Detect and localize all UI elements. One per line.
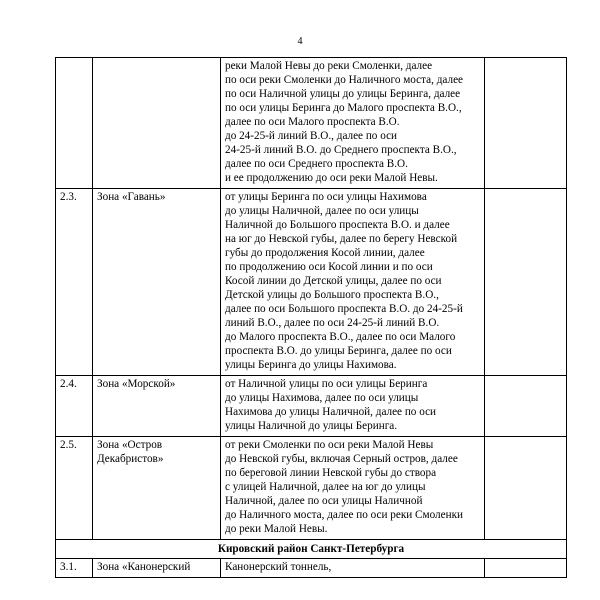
description-line: по оси улицы Беринга до Малого проспекта В.О., xyxy=(225,102,462,114)
description-line: Детской улицы до Большого проспекта В.О., xyxy=(225,289,439,301)
empty-cell xyxy=(485,376,567,437)
description-line: Косой линии до Детской улицы, далее по оси xyxy=(225,275,442,287)
description-line: от реки Смоленки по оси реки Малой Невы xyxy=(225,439,434,451)
description-line: до 24-25-й линий В.О., далее по оси xyxy=(225,130,398,142)
description-line: реки Малой Невы до реки Смоленки, далее xyxy=(225,60,433,72)
description-line: до Малого проспекта В.О., далее по оси Малого xyxy=(225,331,456,343)
zone-number xyxy=(56,58,93,189)
zone-boundary-description xyxy=(221,437,485,540)
empty-cell xyxy=(485,189,567,376)
zone-name: Зона «Канонерский xyxy=(93,559,221,578)
description-line: 24-25-й линий В.О. до Среднего проспекта В.О., xyxy=(225,144,457,156)
zone-name xyxy=(93,437,221,540)
zone-name-line: Зона «Остров xyxy=(97,439,163,451)
zone-boundary-description xyxy=(221,376,485,437)
description-line: Нахимова до улицы Наличной, далее по оси xyxy=(225,406,437,418)
description-line: линий В.О., далее по оси 24-25-й линий В.О. xyxy=(225,317,440,329)
section-heading-row xyxy=(56,540,567,559)
section-heading: Кировский район Санкт-Петербурга xyxy=(56,540,567,559)
description-line: до улицы Наличной, далее по оси улицы xyxy=(225,205,419,217)
description-line: Наличной, далее по оси улицы Наличной xyxy=(225,495,423,507)
description-line: до Наличного моста, далее по оси реки Смоленки xyxy=(225,509,463,521)
page-number: 4 xyxy=(297,36,303,47)
description-line: на юг до Невской губы, далее по берегу Невской xyxy=(225,233,458,245)
description-line: по продолжению оси Косой линии и по оси xyxy=(225,261,433,273)
table-row xyxy=(56,58,567,189)
empty-cell xyxy=(485,58,567,189)
table-row xyxy=(56,189,567,376)
zone-number: 3.1. xyxy=(56,559,93,578)
table-row xyxy=(56,376,567,437)
zone-number: 2.5. xyxy=(56,437,93,540)
description-line: до улицы Нахимова, далее по оси улицы xyxy=(225,392,419,404)
zone-name xyxy=(93,58,221,189)
zone-number: 2.3. xyxy=(56,189,93,376)
description-line: по оси реки Смоленки до Наличного моста, далее xyxy=(225,74,463,86)
description-line: по оси Наличной улицы до улицы Беринга, далее xyxy=(225,88,461,100)
zone-name-line: Декабристов» xyxy=(97,453,164,465)
empty-cell xyxy=(485,559,567,578)
zones-table xyxy=(55,57,567,578)
description-line: далее по оси Малого проспекта В.О. xyxy=(225,116,400,128)
zones-table-body xyxy=(56,58,567,578)
table-row xyxy=(56,559,567,578)
description-line: улицы Наличной до улицы Беринга. xyxy=(225,420,398,432)
description-line: до Невской губы, включая Серный остров, далее xyxy=(225,453,458,465)
zone-name xyxy=(93,376,221,437)
description-line: улицы Беринга до улицы Нахимова. xyxy=(225,359,397,371)
description-line: по береговой линии Невской губы до створа xyxy=(225,467,437,479)
zone-number: 2.4. xyxy=(56,376,93,437)
description-line: проспекта В.О. до улицы Беринга, далее по оси xyxy=(225,345,452,357)
description-line: губы до продолжения Косой линии, далее xyxy=(225,247,425,259)
description-line: от улицы Беринга по оси улицы Нахимова xyxy=(225,191,427,203)
description-line: и ее продолжению до оси реки Малой Невы. xyxy=(225,172,438,184)
zone-boundary-description xyxy=(221,189,485,376)
zone-name-line: Зона «Морской» xyxy=(97,378,176,390)
description-line: далее по оси Среднего проспекта В.О. xyxy=(225,158,408,170)
description-line: Наличной до Большого проспекта В.О. и далее xyxy=(225,219,450,231)
description-line: далее по оси Большого проспекта В.О. до 24-25-й xyxy=(225,303,463,315)
zone-boundary-description: Канонерский тоннель, xyxy=(221,559,485,578)
description-line: от Наличной улицы по оси улицы Беринга xyxy=(225,378,428,390)
table-row xyxy=(56,437,567,540)
zone-name-line: Зона «Гавань» xyxy=(97,191,166,203)
description-line: с улицей Наличной, далее на юг до улицы xyxy=(225,481,426,493)
zone-name xyxy=(93,189,221,376)
empty-cell xyxy=(485,437,567,540)
description-line: до реки Малой Невы. xyxy=(225,523,328,535)
zone-boundary-description xyxy=(221,58,485,189)
